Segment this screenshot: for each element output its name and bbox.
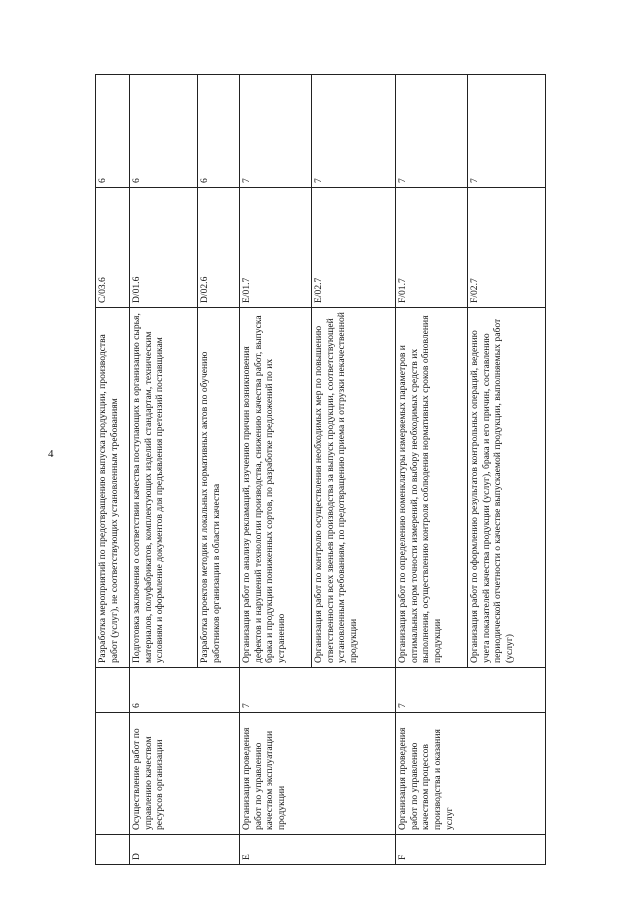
group-name-cell: Организация проведения работ по управлению качеством процессов производства и оказания услуг	[396, 713, 546, 835]
rotated-table-container	[95, 75, 545, 865]
table-row	[96, 75, 130, 865]
function-code-cell: E/01.7	[240, 188, 312, 308]
function-level-cell: 7	[396, 75, 468, 188]
function-code-cell: F/02.7	[468, 188, 546, 308]
function-name-cell: Организация работ по анализу рекламаций, изучению причин возникновения дефектов и нарушений технологии производства, снижению качества работ, выпуска брака и продукции пониженных сортов, по разработке предложений по их устранению	[240, 308, 312, 668]
group-code-cell: D	[130, 835, 240, 865]
function-code-cell: C/03.6	[96, 188, 130, 308]
table-row	[240, 75, 312, 865]
function-code-cell: D/02.6	[198, 188, 240, 308]
function-level-cell: 6	[130, 75, 198, 188]
function-name-cell: Организация работ по оформлению результатов контрольных операций, ведению учета показателей качества продукции (услуг), брака и его причин, составлению периодической отчетности о качестве выпускаемой продукции, выполняемых работ (услуг)	[468, 308, 546, 668]
group-level-cell	[96, 668, 130, 713]
function-code-cell: E/02.7	[312, 188, 396, 308]
group-level-cell: 7	[396, 668, 546, 713]
function-code-cell: F/01.7	[396, 188, 468, 308]
group-name-cell: Организация проведения работ по управлению качеством эксплуатации продукции	[240, 713, 396, 835]
group-code-cell: F	[396, 835, 546, 865]
page-number: 4	[48, 448, 54, 460]
function-level-cell: 7	[468, 75, 546, 188]
group-code-cell	[96, 835, 130, 865]
table-row	[130, 75, 198, 865]
functions-table	[95, 74, 546, 865]
function-level-cell: 7	[240, 75, 312, 188]
group-level-cell: 6	[130, 668, 240, 713]
group-name-cell	[96, 713, 130, 835]
function-level-cell: 6	[96, 75, 130, 188]
group-name-cell: Осуществление работ по управлению качеством ресурсов организации	[130, 713, 240, 835]
group-level-cell: 7	[240, 668, 396, 713]
function-level-cell: 6	[198, 75, 240, 188]
function-name-cell: Подготовка заключения о соответствии качества поступающих в организацию сырья, материалов, полуфабрикатов, комплектующих изделий стандартам, техническим условиям и оформление документов для предъявления претензий поставщикам	[130, 308, 198, 668]
function-code-cell: D/01.6	[130, 188, 198, 308]
group-code-cell: E	[240, 835, 396, 865]
table-row	[396, 75, 468, 865]
function-name-cell: Организация работ по контролю осуществления необходимых мер по повышению ответственности всех звеньев производства за выпуск продукции, соответствующей установленным требованиям, по предотвращению приема и отгрузки некачественной продукции	[312, 308, 396, 668]
function-name-cell: Разработка проектов методик и локальных нормативных актов по обучению работников организации в области качества	[198, 308, 240, 668]
function-name-cell: Организация работ по определению номенклатуры измеряемых параметров и оптимальных норм точности измерений, по выбору необходимых средств их выполнения, осуществлению контроля соблюдения нормативных сроков обновления продукции	[396, 308, 468, 668]
function-name-cell: Разработка мероприятий по предотвращению выпуска продукции, производства работ (услуг), не соответствующих установленным требованиям	[96, 308, 130, 668]
function-level-cell: 7	[312, 75, 396, 188]
